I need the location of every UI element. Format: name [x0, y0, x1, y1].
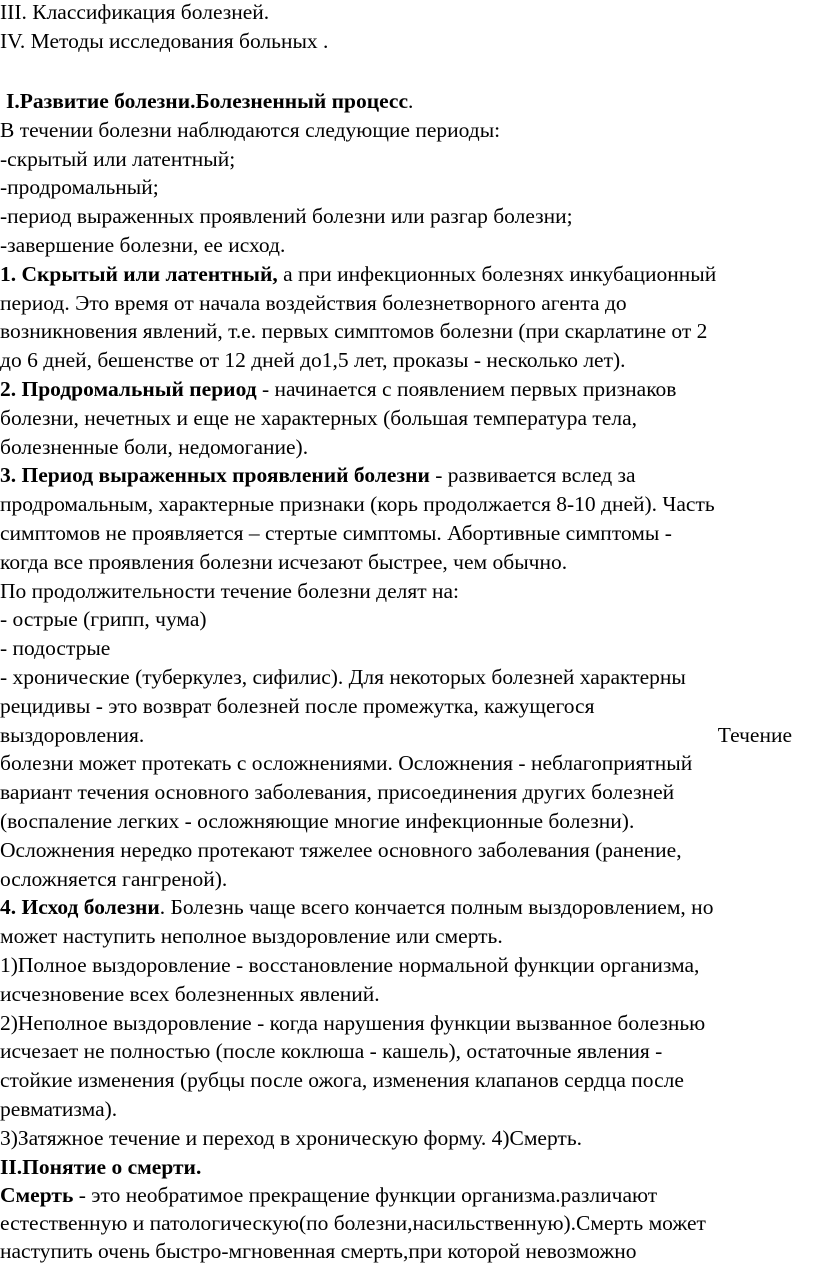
paragraph-line: продромальным, характерные признаки (корь продолжается 8-10 дней). Часть: [0, 492, 715, 516]
paragraph-line: может наступить неполное выздоровление или смерть.: [0, 924, 503, 948]
paragraph-line: до 6 дней, бешенстве от 12 дней до1,5 лет, проказы - несколько лет).: [0, 348, 626, 372]
period-item: -скрытый или латентный;: [0, 147, 236, 171]
paragraph-line: стойкие изменения (рубцы после ожога, изменения клапанов сердца после: [0, 1068, 684, 1092]
outcome-items-3-4: 3)Затяжное течение и переход в хроническую форму. 4)Смерть.: [0, 1126, 583, 1150]
paragraph-line: период. Это время от начала воздействия болезнетворного агента до: [0, 291, 627, 315]
paragraph-line: когда все проявления болезни исчезают быстрее, чем обычно.: [0, 550, 568, 574]
course-intro: По продолжительности течение болезни делят на:: [0, 579, 460, 603]
periods-intro: В течении болезни наблюдаются следующие периоды:: [0, 118, 501, 142]
manifest-period-heading: 3. Период выраженных проявлений болезни: [0, 463, 430, 487]
paragraph-line: Осложнения нередко протекают тяжелее основного заболевания (ранение,: [0, 838, 682, 862]
latent-period-paragraph: 1. Скрытый или латентный, а при инфекционных болезнях инкубационный: [0, 262, 717, 286]
period-item: -продромальный;: [0, 175, 159, 199]
death-definition: Смерть - это необратимое прекращение функции организма.различают: [0, 1183, 658, 1207]
outcome-paragraph: 4. Исход болезни. Болезнь чаще всего кончается полным выздоровлением, но: [0, 895, 714, 919]
section-2-heading: II.Понятие о смерти.: [0, 1155, 202, 1179]
outcome-item-1: 1)Полное выздоровление - восстановление нормальной функции организма,: [0, 953, 700, 977]
prodromal-period-heading: 2. Продромальный период: [0, 377, 257, 401]
section-1-heading: [6, 88, 413, 114]
outline-item-3: III. Классификация болезней.: [0, 0, 270, 24]
prodromal-period-paragraph: 2. Продромальный период - начинается с появлением первых признаков: [0, 377, 677, 401]
paragraph-line-justified: выздоровления. Течение: [0, 723, 792, 747]
course-item-chronic: - хронические (туберкулез, сифилис). Для некоторых болезней характерны: [0, 665, 686, 689]
manifest-period-paragraph: 3. Период выраженных проявлений болезни - развивается вслед за: [0, 463, 636, 487]
paragraph-line: исчезает не полностью (после коклюша - кашель), остаточные явления -: [0, 1039, 663, 1063]
paragraph-line: болезненные боли, недомогание).: [0, 435, 309, 459]
section-1-title: I.Развитие болезни.Болезненный процесс: [6, 89, 409, 113]
outline-item-4: IV. Методы исследования больных .: [0, 29, 329, 53]
paragraph-line: наступить очень быстро-мгновенная смерть,при которой невозможно: [0, 1239, 637, 1263]
paragraph-line: естественную и патологическую(по болезни,насильственную).Смерть может: [0, 1211, 706, 1235]
outcome-heading: 4. Исход болезни: [0, 895, 160, 919]
paragraph-line: рецидивы - это возврат болезней после промежутка, кажущегося: [0, 694, 595, 718]
paragraph-line: симптомов не проявляется – стертые симптомы. Абортивные симптомы -: [0, 521, 672, 545]
course-item-subacute: - подострые: [0, 636, 111, 660]
paragraph-line: ревматизма).: [0, 1097, 118, 1121]
period-item: -период выраженных проявлений болезни или разгар болезни;: [0, 204, 573, 228]
outcome-item-2: 2)Неполное выздоровление - когда нарушения функции вызванное болезнью: [0, 1011, 706, 1035]
paragraph-line: болезни может протекать с осложнениями. Осложнения - неблагоприятный: [0, 751, 693, 775]
paragraph-line: исчезновение всех болезненных явлений.: [0, 982, 380, 1006]
death-term: Смерть: [0, 1183, 74, 1207]
section-1-title-tail: .: [408, 89, 414, 113]
paragraph-line: возникновения явлений, т.е. первых симптомов болезни (при скарлатине от 2: [0, 319, 708, 343]
paragraph-line: осложняется гангреной).: [0, 867, 228, 891]
latent-period-heading: 1. Скрытый или латентный,: [0, 262, 278, 286]
period-item: -завершение болезни, ее исход.: [0, 233, 286, 257]
paragraph-line: вариант течения основного заболевания, присоединения других болезней: [0, 780, 675, 804]
course-item-acute: - острые (грипп, чума): [0, 607, 207, 631]
paragraph-line: болезни, нечетных и еще не характерных (большая температура тела,: [0, 406, 637, 430]
paragraph-line: (воспаление легких - осложняющие многие инфекционные болезни).: [0, 809, 635, 833]
